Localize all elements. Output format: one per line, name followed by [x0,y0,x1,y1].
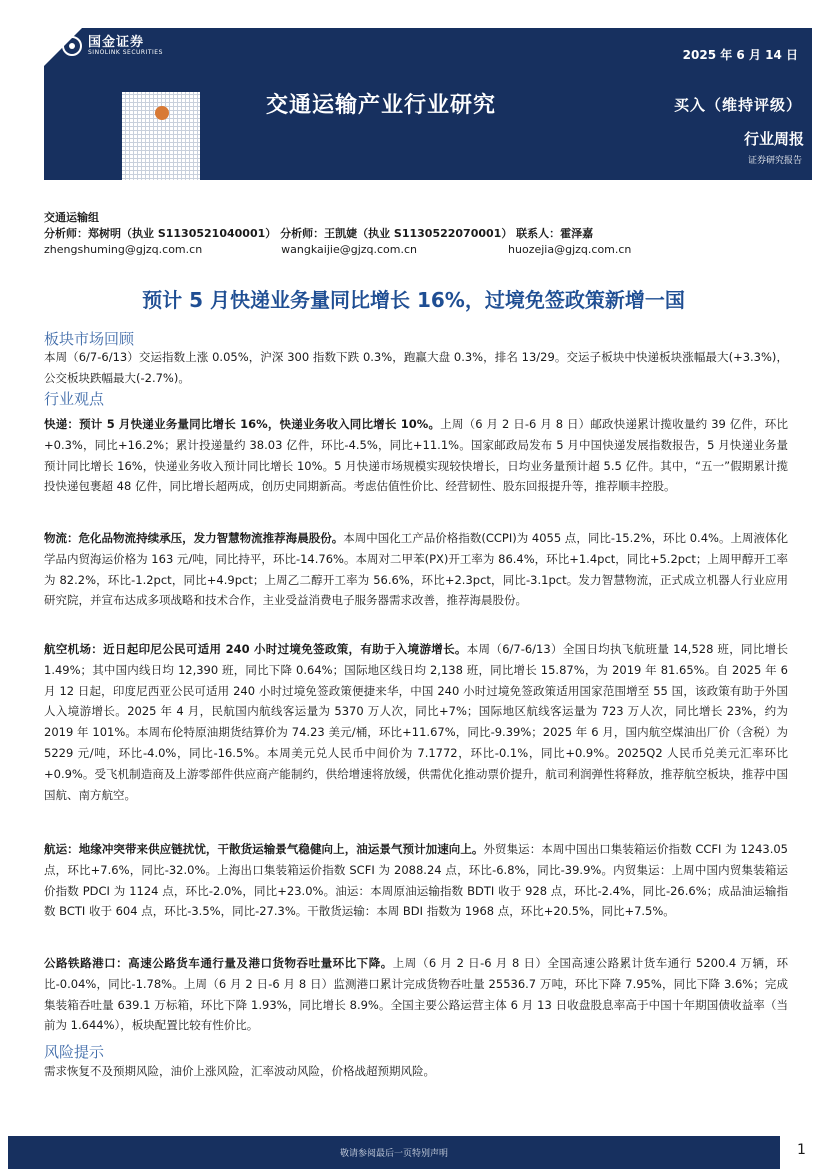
road-paragraph [44,953,788,1036]
logistics-body: 本周中国化工产品价格指数(CCPI)为 4055 点，同比-15.2%，环比 0.4%。上周液体化学品内贸海运价格为 163 元/吨，同比持平，环比-14.76%。本周对二甲苯(PX)开工率为 86.4%，环比+1.4pct，同比+5.2pct；上周甲醇开工率为 82.2%，环比-1.2pct，同比+4.9pct；上周乙二醇开工率为 56.6%，环比+2.3pct，同比-3.1pct。发力智慧物流，正式成立机器人行业应用研究院，并宣布达成多项战略和技术合作，主业受益消费电子服务器需求改善，推荐海晨股份。 [44,531,788,608]
logo-icon [62,36,82,56]
qr-code-icon [122,92,200,180]
analyst-emails [44,242,631,258]
seal-icon [155,106,169,120]
email-wang[interactable]: wangkaijie@gjzq.com.cn [281,243,418,256]
section-heading-market: 板块市场回顾 [44,330,135,348]
shipping-lead: 航运：地缘冲突带来供应链扰忧，干散货运输景气稳健向上，油运景气预计加速向上。 [44,842,484,856]
header-banner [44,28,812,180]
shipping-body: 外贸集运：本周中国出口集装箱运价指数 CCFI 为 1243.05 点，环比+7.6%，同比-32.0%。上海出口集装箱运价指数 SCFI 为 2088.24 点，环比-6.8%，同比-39.9%。内贸集运：上周中国内贸集装箱运价指数 PDCI 为 1124 点，环比-2.0%，同比+23.0%。油运：本周原油运输指数 BDTI 收于 928 点，环比-2.4%，同比-26.6%；成品油运输指数 BCTI 收于 604 点，环比-3.5%，同比-27.3%。干散货运输：本周 BDI 指数为 1968 点，环比+20.5%，同比+7.5%。 [44,842,789,919]
email-huo[interactable]: huozejia@gjzq.com.cn [508,243,632,256]
analyst-group: 交通运输组 [44,211,99,224]
express-lead: 快递：预计 5 月快递业务量同比增长 16%，快递业务收入同比增长 10%。 [44,417,441,431]
report-title: 交通运输产业行业研究 [266,93,497,118]
page-number: 1 [797,1142,806,1158]
footer-bar [8,1136,780,1169]
analyst-names: 分析师：郑树明（执业 S1130521040001） 分析师：王凯婕（执业 S1130522070001） 联系人：霍泽嘉 [44,227,594,240]
logistics-paragraph [44,528,788,611]
aviation-lead: 航空机场：近日起印尼公民可适用 240 小时过境免签政策，有助于入境游增长。 [44,642,467,656]
market-paragraph: 本周（6/7-6/13）交运指数上涨 0.05%，沪深 300 指数下跌 0.3%，跑赢大盘 0.3%，排名 13/29。交运子板块中快递板块涨幅最大(+3.3%)，公交板块跌幅最大(-2.7%)。 [44,350,788,385]
footer-disclaimer[interactable]: 敬请参阅最后一页特别声明 [339,1149,448,1159]
shipping-paragraph [44,839,788,922]
risk-paragraph: 需求恢复不及预期风险，油价上涨风险，汇率波动风险，价格战超预期风险。 [44,1064,435,1078]
document-title: 预计 5 月快递业务量同比增长 16%，过境免签政策新增一国 [142,288,685,312]
section-heading-view: 行业观点 [44,390,105,408]
page-footer [0,1136,827,1169]
rating: 买入（维持评级） [673,96,802,114]
aviation-paragraph [44,639,788,805]
road-lead: 公路铁路港口：高速公路货车通行量及港口货物吞吐量环比下降。 [44,956,393,970]
logo-name-cn: 国金证券 [88,35,145,50]
analyst-info [44,210,631,258]
report-subtype: 证券研究报告 [747,156,802,166]
email-zheng[interactable]: zhengshuming@gjzq.com.cn [44,243,203,256]
report-type: 行业周报 [743,130,804,148]
logistics-lead: 物流：危化品物流持续承压，发力智慧物流推荐海晨股份。 [44,531,344,545]
logo-name-en: SINOLINK SECURITIES [88,49,163,57]
company-logo [62,36,163,57]
aviation-body: 本周（6/7-6/13）全国日均执飞航班量 14,528 班，同比增长 1.49%；其中国内线日均 12,390 班，同比下降 0.64%；国际地区线日均 2,138 班，同比增长 15.87%，为 2019 年 81.65%。自 2025 年 6 月 12 日起，印度尼西亚公民可适用 240 小时过境免签政策便捷来华，中国 240 小时过境免签政策适用国家范围增至 55 国，该政策有助于外国人入境游增长。2025 年 4 月，民航国内航线客运量为 5370 万人次，同比+7%；国际地区航线客运量为 723 万人次，同比增长 23%，约为 2019 年 101%。本周布伦特原油期货结算价为 74.23 美元/桶，环比+11.67%，同比-9.39%；2025 年 6 月，国内航空煤油出厂价（含税）为 5229 元/吨，环比-4.0%，同比-16.5%。本周美元兑人民币中间价为 7.1772，环比-0.1%，同比+0.9%。2025Q2 人民币兑美元汇率环比+0.9%。受飞机制造商及上游零部件供应商产能制约，供给增速将放缓，供需优化推动票价提升，航司利润弹性将释放，推荐航空板块，推荐中国国航、南方航空。 [44,642,788,802]
express-body: 上周（6 月 2 日-6 月 8 日）邮政快递累计揽收量约 39 亿件，环比+0.3%，同比+16.2%；累计投递量约 38.03 亿件，环比-4.5%，同比+11.1%。国家邮政局发布 5 月中国快递发展指数报告，5 月快递业务量预计同比增长 16%，快递业务收入预计同比增长 10%。5 月快递市场规模实现较快增长，日均业务量预计超 5.5 亿件。其中，“五一”假期累计揽投快递包裹超 48 亿件，同比增长超两成，创历史同期新高。考虑估值性价比、经营韧性、股东回报提升等，推荐顺丰控股。 [44,417,788,494]
report-date: 2025 年 6 月 14 日 [682,48,798,62]
express-paragraph [44,414,788,497]
road-body: 上周（6 月 2 日-6 月 8 日）全国高速公路累计货车通行 5200.4 万辆，环比-0.04%，同比-1.78%。上周（6 月 2 日-6 月 8 日）监测港口累计完成货物吞吐量 25536.7 万吨，环比下降 7.95%，同比下降 3.6%；完成集装箱吞吐量 639.1 万标箱，环比下降 1.93%，同比增长 8.9%。全国主要公路运营主体 6 月 13 日收盘股息率高于中国十年期国债收益率（当前为 1.644%），板块配置比较有性价比。 [44,956,789,1033]
section-heading-risk: 风险提示 [44,1043,105,1061]
